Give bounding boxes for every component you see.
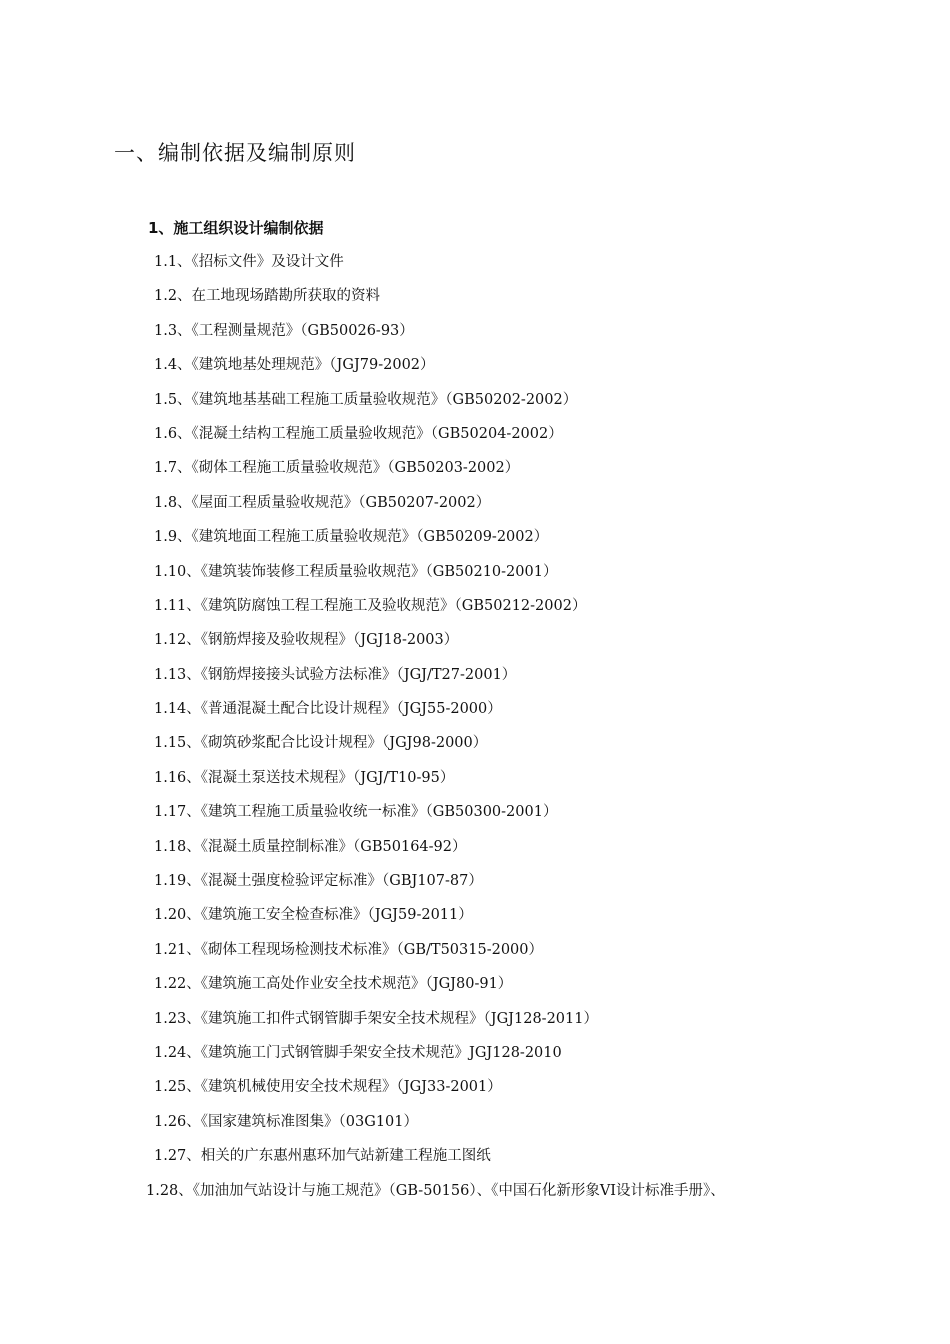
list-item: 1.12、《钢筋焊接及验收规程》（JGJ18-2003） [154,632,459,649]
list-item: 1.1、《招标文件》及设计文件 [154,254,344,270]
list-item: 1.8、《屋面工程质量验收规范》（GB50207-2002） [154,494,491,511]
list-item: 1.25、《建筑机械使用安全技术规程》（JGJ33-2001） [154,1079,502,1096]
list-item: 1.2、在工地现场踏勘所获取的资料 [154,288,381,305]
list-item: 1.14、《普通混凝土配合比设计规程》（JGJ55-2000） [154,701,502,718]
section-title: 一、编制依据及编制原则 [114,141,356,165]
list-item: 1.3、《工程测量规范》（GB50026-93） [154,322,414,339]
subsection-title: 1、施工组织设计编制依据 [148,219,324,237]
list-item: 1.23、《建筑施工扣件式钢管脚手架安全技术规程》（JGJ128-2011） [154,1010,598,1027]
list-item: 1.5、《建筑地基基础工程施工质量验收规范》（GB50202-2002） [154,391,578,408]
list-item: 1.20、《建筑施工安全检查标准》（JGJ59-2011） [154,907,473,924]
list-item: 1.19、《混凝土强度检验评定标准》（GBJ107-87） [154,873,483,890]
list-item: 1.21、《砌体工程现场检测技术标准》（GB/T50315-2000） [154,941,544,958]
list-item: 1.18、《混凝土质量控制标准》（GB50164-92） [154,838,467,855]
list-item: 1.9、《建筑地面工程施工质量验收规范》（GB50209-2002） [154,529,549,546]
list-item: 1.22、《建筑施工高处作业安全技术规范》（JGJ80-91） [154,976,513,993]
list-item: 1.15、《砌筑砂浆配合比设计规程》（JGJ98-2000） [154,735,488,752]
list-item: 1.6、《混凝土结构工程施工质量验收规范》（GB50204-2002） [154,425,563,442]
list-item: 1.24、《建筑施工门式钢管脚手架安全技术规范》JGJ128-2010 [154,1044,562,1061]
reference-list [146,251,725,1214]
list-item: 1.13、《钢筋焊接接头试验方法标准》（JGJ/T27-2001） [154,666,517,683]
list-item: 1.7、《砌体工程施工质量验收规范》（GB50203-2002） [154,460,520,477]
list-item: 1.4、《建筑地基处理规范》（JGJ79-2002） [154,357,435,374]
list-item: 1.16、《混凝土泵送技术规程》（JGJ/T10-95） [154,769,455,786]
list-item: 1.28、《加油加气站设计与施工规范》（GB-50156）、《中国石化新形象VI设计标准手册》、 [146,1182,725,1199]
list-item: 1.27、相关的广东惠州惠环加气站新建工程施工图纸 [154,1148,491,1165]
list-item: 1.26、《国家建筑标准图集》（03G101） [154,1113,418,1130]
list-item: 1.10、《建筑装饰装修工程质量验收规范》（GB50210-2001） [154,563,558,580]
list-item: 1.17、《建筑工程施工质量验收统一标准》（GB50300-2001） [154,804,558,821]
list-item: 1.11、《建筑防腐蚀工程工程施工及验收规范》（GB50212-2002） [154,597,587,614]
